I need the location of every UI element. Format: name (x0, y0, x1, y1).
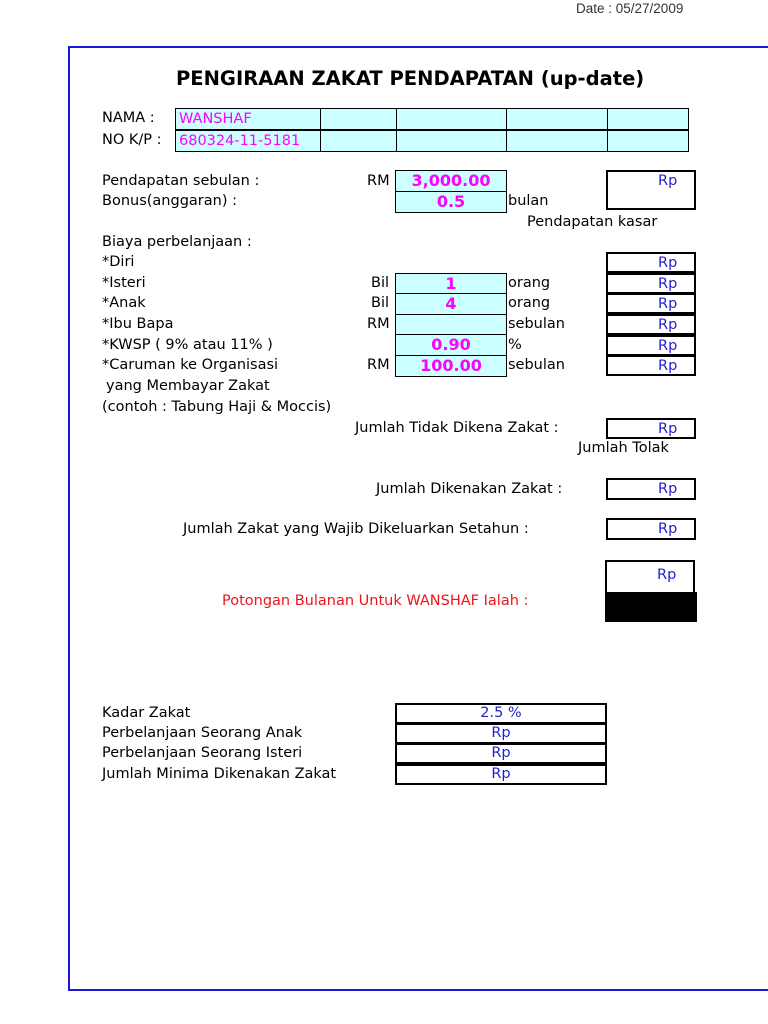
tidak-dikena-result-box (606, 418, 696, 439)
isteri-input[interactable] (395, 273, 507, 295)
caruman-prefix: RM (367, 357, 390, 373)
nama-field-cell-2[interactable] (320, 108, 397, 130)
anak-label: *Anak (102, 295, 146, 311)
nokp-field-cell-2[interactable] (320, 130, 397, 152)
pendapatan-result-rp: Rp (658, 173, 678, 189)
ibubapa-result-box (606, 314, 696, 335)
kwsp-input[interactable] (395, 334, 507, 356)
caruman-line3: (contoh : Tabung Haji & Moccis) (102, 399, 332, 415)
tidak-dikena-result-rp: Rp (658, 421, 678, 437)
caruman-result-box (606, 355, 696, 376)
ibubapa-label: *Ibu Bapa (102, 316, 174, 332)
diri-result-box (606, 252, 696, 273)
potongan-filled-cell (607, 592, 697, 622)
ibubapa-input[interactable] (395, 314, 507, 336)
frame-top-border (68, 46, 768, 48)
anak-result-rp: Rp (658, 296, 678, 312)
nama-field-cell-3[interactable] (396, 108, 507, 130)
nama-field-cell-5[interactable] (607, 108, 689, 130)
param-isteri-value-box (395, 743, 607, 764)
isteri-label: *Isteri (102, 275, 146, 291)
caruman-value: 100.00 (420, 356, 482, 375)
kwsp-result-rp: Rp (658, 338, 678, 354)
tolak-label: Jumlah Tolak (578, 440, 669, 456)
anak-unit: orang (508, 295, 551, 311)
ibubapa-prefix: RM (367, 316, 390, 332)
dikenakan-result-rp: Rp (658, 481, 678, 497)
isteri-unit: orang (508, 275, 551, 291)
potongan-label: Potongan Bulanan Untuk WANSHAF Ialah : (222, 593, 529, 609)
nokp-field[interactable] (175, 130, 321, 152)
isteri-result-rp: Rp (658, 276, 678, 292)
kadar-value-box (395, 703, 607, 724)
pendapatan-label: Pendapatan sebulan : (102, 173, 260, 189)
caruman-label: *Caruman ke Organisasi (102, 357, 279, 373)
param-anak-value: Rp (491, 725, 511, 741)
caruman-input[interactable] (395, 355, 507, 377)
param-isteri-label: Perbelanjaan Seorang Isteri (102, 745, 303, 761)
pendapatan-value: 3,000.00 (411, 171, 491, 190)
nokp-field-cell-3[interactable] (396, 130, 507, 152)
nokp-field-cell-4[interactable] (506, 130, 608, 152)
wajib-result-rp: Rp (658, 521, 678, 537)
expenses-header: Biaya perbelanjaan : (102, 234, 252, 250)
bonus-unit: bulan (508, 193, 549, 209)
ibubapa-result-rp: Rp (658, 317, 678, 333)
wajib-result-box (606, 518, 696, 540)
param-anak-label: Perbelanjaan Seorang Anak (102, 725, 303, 741)
minima-value: Rp (491, 766, 511, 782)
potongan-result-rp: Rp (657, 567, 677, 583)
date-label: Date : 05/27/2009 (576, 1, 684, 16)
caruman-result-rp: Rp (658, 358, 678, 374)
param-anak-value-box (395, 723, 607, 744)
bonus-input[interactable] (395, 191, 507, 213)
anak-input[interactable] (395, 293, 507, 315)
diri-result-rp: Rp (658, 255, 678, 271)
minima-value-box (395, 764, 607, 785)
diri-label: *Diri (102, 254, 135, 270)
kasar-label: Pendapatan kasar (527, 214, 658, 230)
isteri-prefix: Bil (371, 275, 390, 291)
ibubapa-value (396, 315, 506, 335)
potongan-result-box (605, 560, 695, 622)
nama-label: NAMA : (102, 110, 155, 126)
nokp-field-cell-5[interactable] (607, 130, 689, 152)
wajib-label: Jumlah Zakat yang Wajib Dikeluarkan Setahun : (183, 521, 529, 537)
ibubapa-unit: sebulan (508, 316, 565, 332)
kwsp-value: 0.90 (431, 335, 471, 354)
isteri-value: 1 (445, 274, 457, 293)
kadar-value: 2.5 % (480, 705, 522, 721)
nama-field[interactable] (175, 108, 321, 130)
anak-result-box (606, 293, 696, 314)
bonus-label: Bonus(anggaran) : (102, 193, 237, 209)
isteri-result-box (606, 273, 696, 294)
anak-prefix: Bil (371, 295, 390, 311)
bonus-value: 0.5 (436, 192, 466, 211)
pendapatan-result-box (606, 170, 696, 210)
minima-label: Jumlah Minima Dikenakan Zakat (102, 766, 337, 782)
pendapatan-currency: RM (367, 173, 390, 189)
caruman-unit: sebulan (508, 357, 565, 373)
page-title: PENGIRAAN ZAKAT PENDAPATAN (up-date) (176, 67, 645, 90)
dikenakan-result-box (606, 478, 696, 500)
nama-field-cell-4[interactable] (506, 108, 608, 130)
dikenakan-label: Jumlah Dikenakan Zakat : (376, 481, 563, 497)
param-isteri-value: Rp (491, 745, 511, 761)
kadar-label: Kadar Zakat (102, 705, 191, 721)
kwsp-result-box (606, 335, 696, 356)
pendapatan-input[interactable] (395, 170, 507, 192)
nokp-value: 680324-11-5181 (179, 133, 301, 149)
nama-value: WANSHAF (179, 111, 252, 127)
kwsp-label: *KWSP ( 9% atau 11% ) (102, 337, 273, 353)
tidak-dikena-label: Jumlah Tidak Dikena Zakat : (355, 420, 559, 436)
frame-bottom-border (68, 989, 768, 991)
frame-left-border (68, 46, 70, 991)
anak-value: 4 (445, 294, 457, 313)
kwsp-unit: % (508, 337, 522, 353)
nokp-label: NO K/P : (102, 132, 162, 148)
caruman-line2: yang Membayar Zakat (106, 378, 270, 394)
